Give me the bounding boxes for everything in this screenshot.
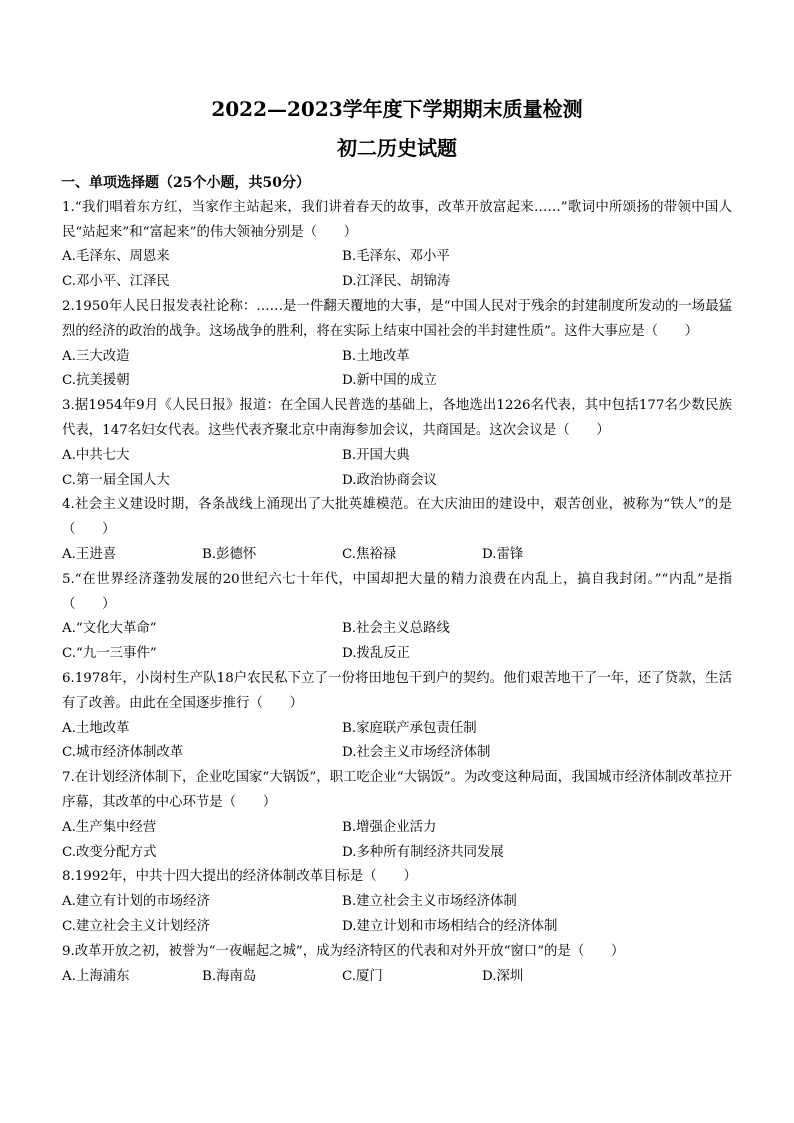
question-5 <box>62 568 732 667</box>
option-d: D.建立计划和市场相结合的经济体制 <box>342 918 558 934</box>
question-stem: 6.1978年，小岗村生产队18户农民私下立了一份将田地包干到户的契约。他们艰苦地干了一年，还了贷款，生活有了改善。由此在全国逐步推行（ ） <box>62 670 732 711</box>
question-6 <box>62 667 732 766</box>
option-a: A.中共七大 <box>62 447 130 463</box>
option-c: C.厦门 <box>342 968 383 984</box>
option-c: C.第一届全国人大 <box>62 472 170 488</box>
question-8 <box>62 865 732 939</box>
option-b: B.开国大典 <box>342 447 410 463</box>
question-stem: 4.社会主义建设时期，各条战线上涌现出了大批英雄模范。在大庆油田的建设中，艰苦创业，被称为“铁人”的是（ ） <box>62 497 732 538</box>
option-d: D.深圳 <box>482 968 524 984</box>
option-list <box>62 965 732 990</box>
question-stem: 3.据1954年9月《人民日报》报道：在全国人民普选的基础上，各地选出1226名代表，其中包括177名少数民族代表，147名妇女代表。这些代表齐聚北京中南海参加会议，共商国是。这次会议是（ ） <box>62 398 732 438</box>
option-c: C.城市经济体制改革 <box>62 745 184 761</box>
option-list <box>62 345 732 395</box>
option-b: B.毛泽东、邓小平 <box>342 249 450 265</box>
option-a: A.建立有计划的市场经济 <box>62 894 210 910</box>
option-c: C.抗美援朝 <box>62 373 130 389</box>
question-stem: 2.1950年人民日报发表社论称：……是一件翻天覆地的大事，是“中国人民对于残余的封建制度所发动的一场最猛烈的经济的政治的战争。这场战争的胜利，将在实际上结束中国社会的半封建性质”。这件大事应是（ ） <box>62 298 732 339</box>
option-list <box>62 816 732 866</box>
option-b: B.彭德怀 <box>202 546 257 562</box>
option-b: B.增强企业活力 <box>342 819 437 835</box>
question-7 <box>62 766 732 865</box>
option-list <box>62 245 732 295</box>
exam-title: 2022—2023学年度下学期期末质量检测 <box>211 97 583 121</box>
option-b: B.社会主义总路线 <box>342 621 450 637</box>
option-list <box>62 444 732 494</box>
option-b: B.家庭联产承包责任制 <box>342 720 477 736</box>
option-d: D.拨乱反正 <box>342 646 411 662</box>
option-a: A.土地改革 <box>62 720 130 736</box>
question-4 <box>62 493 732 567</box>
question-stem: 8.1992年，中共十四大提出的经济体制改革目标是（ ） <box>62 869 417 885</box>
option-d: D.新中国的成立 <box>342 373 437 389</box>
question-9 <box>62 940 732 990</box>
option-list <box>62 543 732 568</box>
option-d: D.雷锋 <box>482 546 524 562</box>
section-heading: 一、单项选择题（25个小题，共50分） <box>61 175 310 191</box>
question-stem: 5.“在世界经济蓬勃发展的20世纪六七十年代，中国却把大量的精力浪费在内乱上，搞自我封闭。”“内乱”是指（ ） <box>62 571 732 612</box>
question-2 <box>62 295 732 394</box>
question-3 <box>62 394 732 493</box>
option-list <box>62 717 732 767</box>
exam-content <box>62 171 732 989</box>
option-c: C.建立社会主义计划经济 <box>62 918 210 934</box>
option-d: D.江泽民、胡锦涛 <box>342 274 451 290</box>
question-1 <box>62 196 732 295</box>
option-a: A.生产集中经营 <box>62 819 157 835</box>
option-c: C.改变分配方式 <box>62 844 157 860</box>
question-stem: 9.改革开放之初，被誉为“一夜崛起之城”，成为经济特区的代表和对外开放“窗口”的是（ ） <box>62 943 625 959</box>
option-a: A.三大改造 <box>62 348 130 364</box>
option-list <box>62 890 732 940</box>
option-list <box>62 617 732 667</box>
option-a: A.上海浦东 <box>62 968 130 984</box>
option-a: A.毛泽东、周恩来 <box>62 249 170 265</box>
option-c: C.邓小平、江泽民 <box>62 274 170 290</box>
option-d: D.社会主义市场经济体制 <box>342 745 491 761</box>
question-stem: 1.“我们唱着东方红，当家作主站起来，我们讲着春天的故事，改革开放富起来……”歌词中所颂扬的带领中国人民“站起来”和“富起来”的伟大领袖分别是（ ） <box>62 199 732 240</box>
option-a: A.“文化大革命” <box>62 621 157 637</box>
exam-subtitle: 初二历史试题 <box>337 136 457 160</box>
option-c: C.“九一三事件” <box>62 646 157 662</box>
option-b: B.海南岛 <box>202 968 257 984</box>
question-stem: 7.在计划经济体制下，企业吃国家“大锅饭”，职工吃企业“大锅饭”。为改变这种局面，我国城市经济体制改革拉开序幕，其改革的中心环节是（ ） <box>62 770 732 810</box>
option-d: D.多种所有制经济共同发展 <box>342 844 504 860</box>
option-d: D.政治协商会议 <box>342 472 437 488</box>
option-b: B.土地改革 <box>342 348 410 364</box>
option-b: B.建立社会主义市场经济体制 <box>342 894 517 910</box>
option-c: C.焦裕禄 <box>342 546 397 562</box>
option-a: A.王进喜 <box>62 546 117 562</box>
